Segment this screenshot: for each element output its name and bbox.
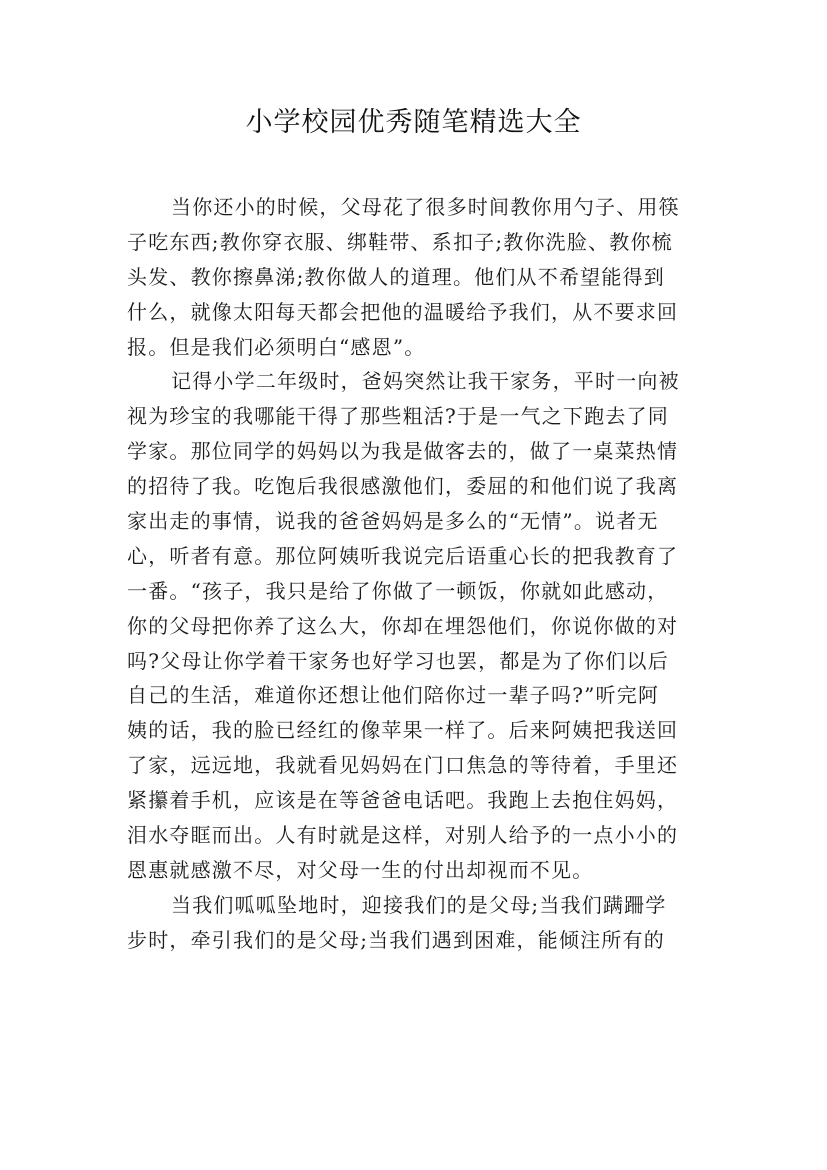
paragraph-2-line-1: 记得小学二年级时，爸妈突然让我干家务，平时一向被	[171, 369, 680, 394]
paragraph-1-line-3: 头发、教你擦鼻涕;教你做人的道理。他们从不希望能得到	[127, 264, 665, 289]
paragraph-2-line-3: 学家。那位同学的妈妈以为我是做客去的，做了一桌菜热情	[127, 439, 679, 464]
paragraph-2-line-14: 泪水夺眶而出。人有时就是这样，对别人给予的一点小小的	[127, 823, 679, 848]
document-title: 小学校园优秀随笔精选大全	[245, 107, 582, 138]
paragraph-1-line-4: 什么，就像太阳每天都会把他的温暖给予我们，从不要求回	[127, 299, 679, 324]
paragraph-3-line-2: 步时，牵引我们的是父母;当我们遇到困难，能倾注所有的	[127, 927, 665, 952]
paragraph-2-line-15: 恩惠就感激不尽，对父母一生的付出却视而不见。	[127, 857, 594, 882]
paragraph-2-line-7: 一番。“孩子，我只是给了你做了一顿饭，你就如此感动，	[127, 578, 669, 603]
paragraph-1-line-1: 当你还小的时候，父母花了很多时间教你用勺子、用筷	[171, 195, 680, 219]
paragraph-2-line-4: 的招待了我。吃饱后我很感激他们，委屈的和他们说了我离	[127, 474, 679, 499]
paragraph-1-line-2: 子吃东西;教你穿衣服、绑鞋带、系扣子;教你洗脸、教你梳	[127, 229, 673, 254]
paragraph-3-line-1: 当我们呱呱坠地时，迎接我们的是父母;当我们蹒跚学	[171, 892, 667, 917]
document-body	[127, 190, 707, 958]
paragraph-2-line-12: 了家，远远地，我就看见妈妈在门口焦急的等待着，手里还	[127, 753, 679, 778]
paragraph-2-line-9: 吗?父母让你学着干家务也好学习也罢，都是为了你们以后	[127, 648, 669, 673]
paragraph-2-line-5: 家出走的事情，说我的爸爸妈妈是多么的“无情”。说者无	[127, 509, 659, 534]
paragraph-2-line-6: 心，听者有意。那位阿姨听我说完后语重心长的把我教育了	[127, 543, 679, 568]
paragraph-2-line-10: 自己的生活，难道你还想让他们陪你过一辈子吗?”听完阿	[127, 683, 660, 708]
paragraph-2-line-8: 你的父母把你养了这么大，你却在埋怨他们，你说你做的对	[127, 613, 679, 638]
paragraph-2-line-2: 视为珍宝的我哪能干得了那些粗活?于是一气之下跑去了同	[127, 404, 669, 429]
paragraph-2-line-13: 紧攥着手机，应该是在等爸爸电话吧。我跑上去抱住妈妈，	[127, 788, 679, 813]
paragraph-1-line-5: 报。但是我们必须明白“感恩”。	[127, 334, 426, 359]
paragraph-2-line-11: 姨的话，我的脸已经红的像苹果一样了。后来阿姨把我送回	[127, 718, 679, 743]
